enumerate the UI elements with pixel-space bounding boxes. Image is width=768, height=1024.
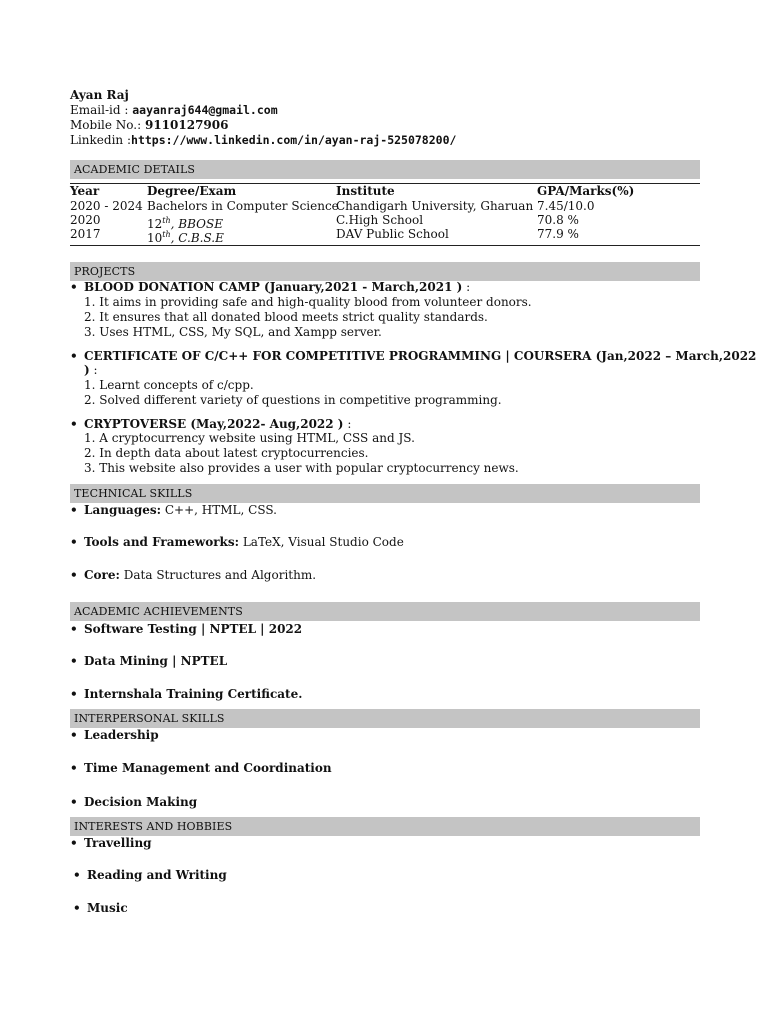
skill-label: Tools and Frameworks: — [84, 535, 240, 549]
interpersonal-section-title: INTERPERSONAL SKILLS — [70, 709, 700, 728]
skill-label: Core: — [84, 568, 120, 582]
candidate-name: Ayan Raj — [70, 88, 129, 102]
interests-section-title: INTERESTS AND HOBBIES — [70, 817, 700, 836]
project-title — [84, 349, 756, 364]
list-item: • Software Testing | NPTEL | 2022 — [84, 622, 302, 637]
col-header-marks: GPA/Marks(%) — [537, 184, 635, 198]
project-title — [84, 417, 351, 432]
list-item: • Music — [87, 901, 128, 916]
project-title-suffix: : — [462, 280, 471, 294]
project-point: 2. Solved different variety of questions in competitive programming. — [84, 393, 502, 407]
table-bottom-rule — [70, 245, 700, 246]
row-marks: 77.9 % — [537, 227, 579, 241]
skill-value: C++, HTML, CSS. — [161, 503, 277, 517]
academic-section-title: ACADEMIC DETAILS — [70, 160, 700, 179]
row-marks: 7.45/10.0 — [537, 199, 595, 213]
technical-section-title: TECHNICAL SKILLS — [70, 484, 700, 503]
linkedin-line — [70, 133, 700, 148]
degree-number: 10 — [147, 231, 163, 245]
list-item: • Internshala Training Certificate. — [84, 687, 302, 702]
linkedin-label: Linkedin : — [70, 133, 132, 147]
project-point: 2. It ensures that all donated blood meets strict quality standards. — [84, 310, 488, 324]
col-header-degree: Degree/Exam — [147, 184, 237, 198]
skill-label: Languages: — [84, 503, 162, 517]
list-item — [84, 535, 404, 550]
project-title-cont — [84, 363, 98, 378]
list-item: • Reading and Writing — [87, 868, 227, 883]
list-item: • Time Management and Coordination — [84, 761, 332, 776]
mobile-value: 9110127906 — [144, 118, 229, 132]
col-header-institute: Institute — [336, 184, 395, 198]
degree-board: , C.B.S.E — [170, 231, 224, 245]
email-value: aayanraj644@gmail.com — [132, 103, 278, 117]
project-point: 2. In depth data about latest cryptocurrencies. — [84, 446, 369, 460]
email-line — [70, 103, 700, 118]
project-title-text: CRYPTOVERSE (May,2022- Aug,2022 ) — [84, 417, 344, 431]
list-item: • Travelling — [84, 836, 152, 851]
project-point: 3. Uses HTML, CSS, My SQL, and Xampp server. — [84, 325, 382, 339]
resume-header — [70, 88, 700, 148]
list-item: • Data Mining | NPTEL — [84, 654, 227, 669]
mobile-line — [70, 118, 700, 133]
row-year: 2017 — [70, 227, 101, 241]
achievements-section-title: ACADEMIC ACHIEVEMENTS — [70, 602, 700, 621]
list-item: • Leadership — [84, 728, 159, 743]
project-title-text: BLOOD DONATION CAMP (January,2021 - March,2021 ) — [84, 280, 463, 294]
project-point: 1. It aims in providing safe and high-quality blood from volunteer donors. — [84, 295, 532, 309]
degree-number: 12 — [147, 217, 163, 231]
row-year: 2020 - 2024 — [70, 199, 143, 213]
project-title-suffix: : — [89, 363, 98, 377]
linkedin-value: https://www.linkedin.com/in/ayan-raj-525078200/ — [131, 133, 457, 147]
degree-sup: th — [162, 230, 171, 239]
skill-value: LaTeX, Visual Studio Code — [239, 535, 404, 549]
row-institute: Chandigarh University, Gharuan — [336, 199, 534, 213]
degree-sup: th — [162, 216, 171, 225]
email-label: Email-id : — [70, 103, 133, 117]
skill-value: Data Structures and Algorithm. — [119, 568, 317, 582]
project-title-text: CERTIFICATE OF C/C++ FOR COMPETITIVE PROGRAMMING | COURSERA (Jan,2022 – March,2022 — [84, 349, 757, 363]
row-degree — [147, 227, 224, 246]
row-institute: C.High School — [336, 213, 424, 227]
row-degree: Bachelors in Computer Science — [147, 199, 339, 213]
row-marks: 70.8 % — [537, 213, 579, 227]
list-item: • Decision Making — [84, 795, 197, 810]
project-point: 1. A cryptocurrency website using HTML, CSS and JS. — [84, 431, 415, 445]
row-institute: DAV Public School — [336, 227, 449, 241]
mobile-label: Mobile No.: — [70, 118, 145, 132]
list-item — [84, 503, 277, 518]
project-point: 1. Learnt concepts of c/cpp. — [84, 378, 254, 392]
project-point: 3. This website also provides a user with popular cryptocurrency news. — [84, 461, 519, 475]
projects-section-title: PROJECTS — [70, 262, 700, 281]
degree-board: , BBOSE — [170, 217, 223, 231]
project-title-text: ) — [84, 363, 90, 377]
list-item — [84, 568, 316, 583]
project-title — [84, 280, 470, 295]
col-header-year: Year — [70, 184, 100, 198]
project-title-suffix: : — [343, 417, 352, 431]
row-year: 2020 — [70, 213, 101, 227]
